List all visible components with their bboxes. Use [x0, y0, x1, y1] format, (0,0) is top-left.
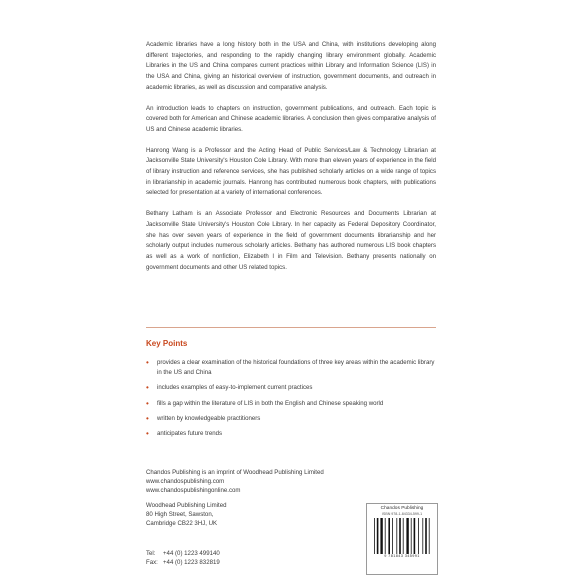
author-bio-latham: Bethany Latham is an Associate Professor and Electronic Resources and Documents Librarian at Jacksonville State University's Houston Cole Library. In her capacity as Federal Depository Coordinator, she has over seven years of experience in the field of government documents librarianship and her scholarly output includes numerous scholarly articles. Bethany has authored numerous LIS book chapters as well as a work of nonfiction, Elizabeth I in Film and Television. Bethany presents nationally on government documents and other US related topics.: [146, 210, 436, 271]
bullet-icon: •: [146, 358, 149, 367]
key-points-list: [146, 358, 436, 444]
barcode-icon: [373, 518, 431, 554]
barcode-publisher: Chandos Publishing: [380, 506, 424, 511]
isbn-label: ISBN 978-1-84334-599-1: [381, 512, 423, 516]
bullet-icon: •: [146, 413, 149, 423]
list-item: • includes examples of easy-to-implement current practices: [146, 383, 313, 393]
barcode-digits: 9 781843 345991: [384, 554, 420, 558]
author-bio-wang: Hanrong Wang is a Professor and the Acting Head of Public Services/Law & Technology Librarian at Jacksonville State University's Houston Cole Library. With more than eleven years of experience in the field of library instruction and reference services, she has published scholarly articles on a wide range of topics in librarianship in academic journals. Hanrong has contributed numerous book chapters, with publications selected for presentation at a variety of international conferences.: [146, 146, 436, 197]
address-line-1: 80 High Street, Sawston,: [146, 510, 214, 518]
address-line-2: Cambridge CB22 3HJ, UK: [146, 519, 218, 527]
list-item: • written by knowledgeable practitioners: [146, 413, 261, 423]
bullet-icon: •: [146, 383, 149, 393]
telephone-line: Tel: +44 (0) 1223 499140: [146, 550, 220, 557]
fax-line: Fax: +44 (0) 1223 832819: [146, 558, 220, 566]
bullet-icon: •: [146, 429, 149, 439]
bullet-icon: •: [146, 398, 149, 408]
list-item: • fills a gap within the literature of LIS in both the English and Chinese speaking world: [146, 398, 384, 408]
publisher-imprint: [146, 469, 324, 496]
divider: [146, 327, 436, 328]
list-item: • provides a clear examination of the historical foundations of three key areas within the academic library in the US and China: [146, 358, 435, 377]
introduction-paragraph: An introduction leads to chapters on instruction, government publications, and outreach. Each topic is covered both for American and Chinese academic libraries. A conclusion then gives comparative analysis of US and Chinese academic libraries.: [146, 104, 436, 133]
publisher-name: Woodhead Publishing Limited: [146, 502, 227, 509]
website-link[interactable]: www.chandospublishing.com: [146, 477, 225, 485]
publisher-contact: [146, 550, 220, 568]
list-item: • anticipates future trends: [146, 429, 223, 439]
key-points-title: Key Points: [146, 339, 188, 348]
imprint-line: Chandos Publishing is an imprint of Woodhead Publishing Limited: [146, 469, 324, 476]
publisher-address: [146, 502, 227, 529]
blurb-text: [146, 40, 436, 283]
website-link-online[interactable]: www.chandospublishingonline.com: [146, 486, 241, 494]
description-paragraph: Academic libraries have a long history both in the USA and China, with institutions developing along different trajectories, and responding to the rapidly changing library environment globally. Academic Libraries in the US and China compares current practices within Library and Information Science (LIS) in the USA and China, giving an historical overview of instruction, government documents, and outreach in academic libraries, as well as discussion and comparative analysis.: [146, 41, 436, 91]
barcode-panel: [366, 503, 438, 575]
